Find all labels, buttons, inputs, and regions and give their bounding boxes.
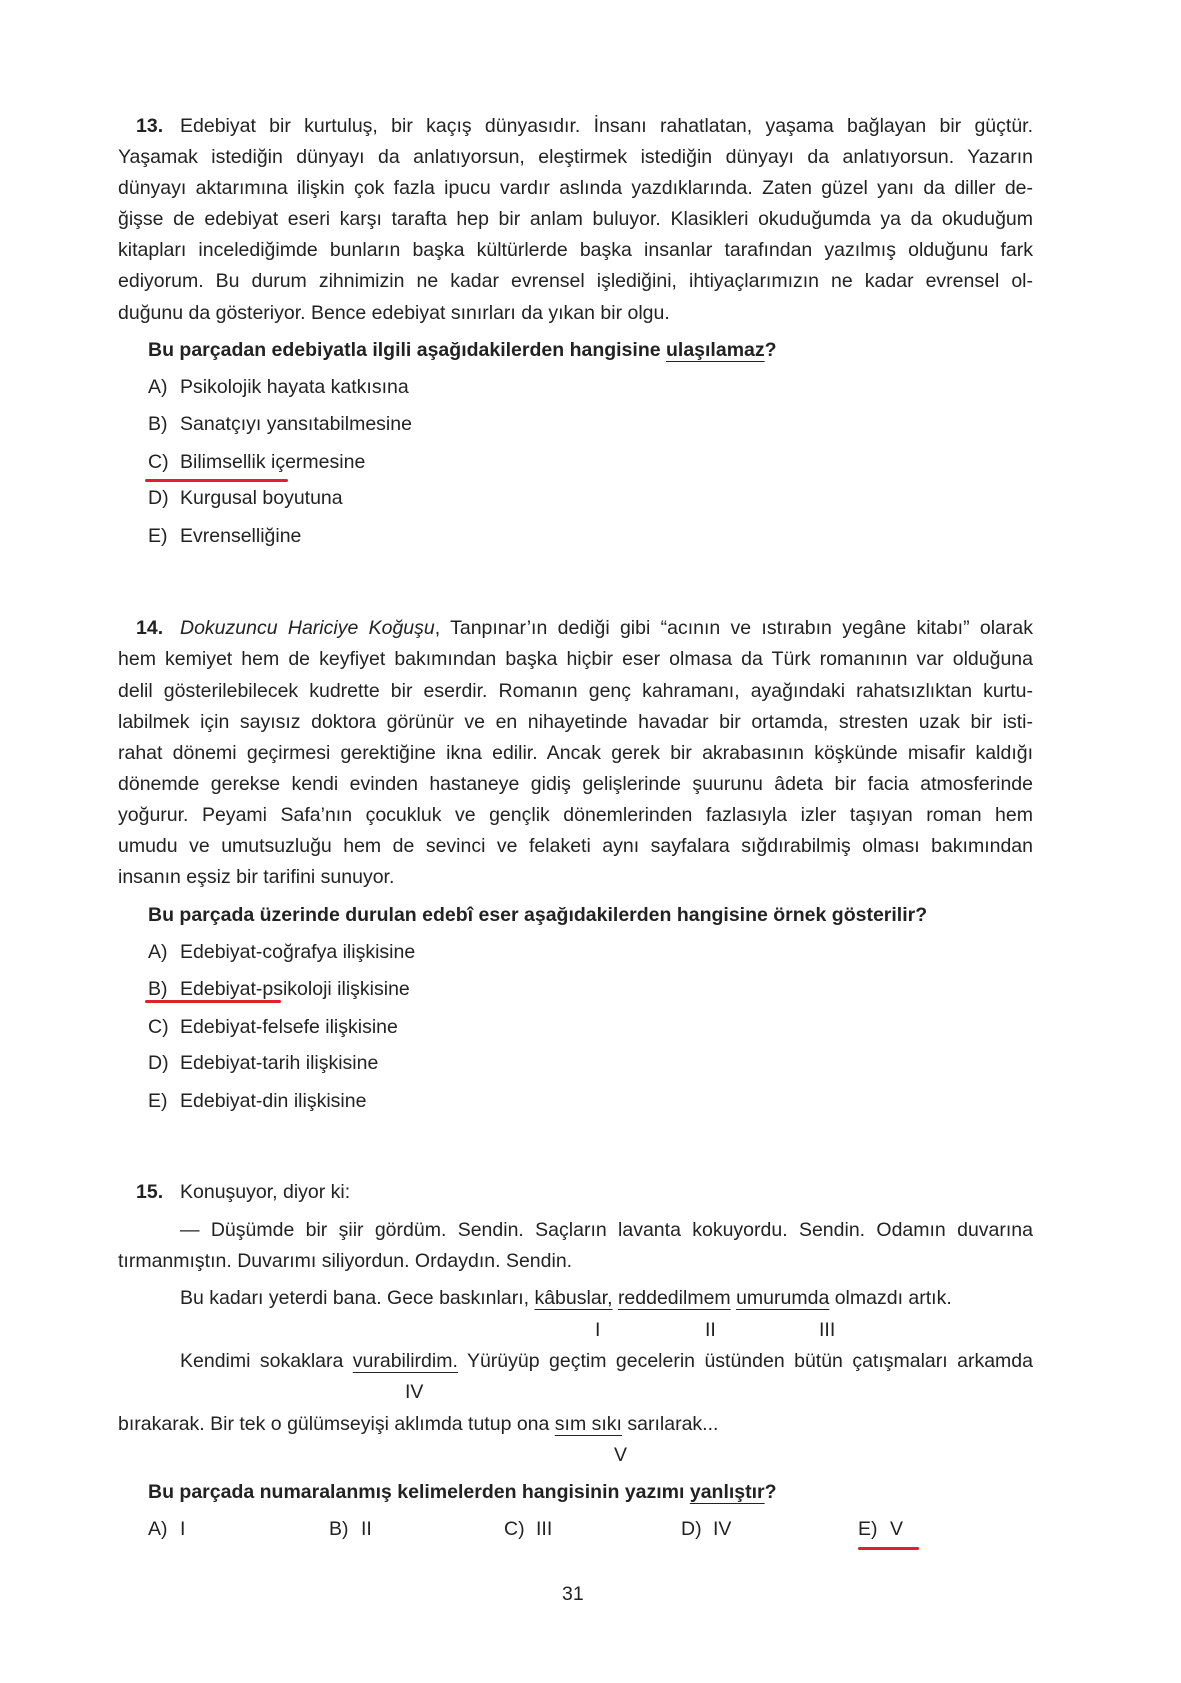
option-text: Edebiyat-psikoloji ilişkisine [180,978,410,1000]
passage-line [180,1286,952,1310]
question-number: 14. [136,617,164,639]
numbered-word-1: kâbuslar, [534,1287,613,1309]
option-letter: D) [148,1052,169,1074]
passage-line: duğunu da gösteriyor. Bence edebiyat sınırları da yıkan bir olgu. [118,302,670,324]
option-text: Bilimsellik içermesine [180,451,366,473]
passage-line: ediyorum. Bu durum zihnimizin ne kadar evrensel işlediğini, ihtiyaçlarımızın ne kadar evrensel ol- [118,270,1033,292]
option-letter: E) [858,1518,878,1540]
passage-line: delil gösterilebilecek kudrette bir eserdir. Romanın genç kahramanı, ayağındaki rahatsızlıktan kurtu- [118,680,1033,702]
numbered-word-3: umurumda [736,1287,830,1309]
option-text: Sanatçıyı yansıtabilmesine [180,413,412,435]
passage-line: dünyayı aktarımına ilişkin çok fazla ipucu vardır aslında yazdıklarında. Zaten güzel yanı da diller de- [118,177,1033,199]
stem-text: Bu parçada numaralanmış kelimelerden hangisinin yazımı [148,1481,690,1503]
passage-line: ğişse de edebiyat eseri karşı tarafta hep bir anlam buluyor. Klasikleri okuduğumda ya da okuduğum [118,208,1033,230]
answer-mark [145,1000,281,1003]
passage-line: labilmek için sayısız doktora görünür ve en nihayetinde havadar bir ortamda, stresten uzak bir isti- [118,711,1033,733]
option-letter: E) [148,525,168,547]
answer-option[interactable] [148,940,416,964]
numbered-word-4: vurabilirdim. [352,1350,458,1372]
answer-option[interactable] [148,375,409,399]
answer-option[interactable] [148,486,343,510]
answer-option[interactable] [681,1517,732,1541]
page-number: 31 [562,1583,584,1605]
passage-line: kitapları incelediğimde bunların başka kültürlerde başka insanlar tarafından yazılmış olduğunu fark [118,239,1033,261]
option-text: I [180,1518,186,1540]
option-text: II [361,1518,372,1540]
option-text: Edebiyat-tarih ilişkisine [180,1052,379,1074]
answer-option[interactable] [148,1517,186,1541]
passage-text: olmazdı artık. [829,1287,952,1309]
option-letter: B) [148,413,168,435]
passage-line: tırmanmıştın. Duvarımı siliyordun. Ordaydın. Sendin. [118,1250,573,1272]
stem-emphasis: ulaşılamaz [666,339,765,361]
question-stem: Bu parçada üzerinde durulan edebî eser aşağıdakilerden hangisine örnek gösterilir? [148,904,928,926]
passage-line: Edebiyat bir kurtuluş, bir kaçış dünyasıdır. İnsanı rahatlatan, yaşama bağlayan bir güçtür. [180,115,1033,137]
answer-option[interactable] [148,1051,379,1075]
option-letter: B) [148,978,168,1000]
numeral-3: III [819,1319,836,1341]
answer-option[interactable] [148,524,302,548]
option-letter: E) [148,1090,168,1112]
question-number: 15. [136,1181,164,1203]
option-letter: C) [148,451,169,473]
option-letter: C) [504,1518,525,1540]
passage-text: bırakarak. Bir tek o gülümseyişi aklımda tutup ona [118,1413,555,1435]
option-letter: A) [148,376,168,398]
answer-option[interactable] [148,1089,367,1113]
option-letter: A) [148,1518,168,1540]
passage-line: hem kemiyet hem de keyfiyet bakımından başka hiçbir eser olmasa da Türk romanının var olduğuna [118,648,1033,670]
stem-text: Bu parçadan edebiyatla ilgili aşağıdakilerden hangisine [148,339,666,361]
question-stem [148,338,777,362]
stem-end: ? [764,339,777,361]
stem-emphasis: yanlıştır [689,1481,765,1503]
answer-option[interactable] [148,1015,398,1039]
option-text: Edebiyat-coğrafya ilişkisine [180,941,416,963]
passage-line: insanın eşsiz bir tarifini sunuyor. [118,866,395,888]
option-text: Edebiyat-din ilişkisine [180,1090,367,1112]
answer-mark [145,479,288,482]
passage-line [180,616,1033,640]
option-letter: A) [148,941,168,963]
passage-line: yoğurur. Peyami Safa’nın çocukluk ve gençlik dönemlerinden fazlasıyla izler taşıyan roman hem [118,804,1033,826]
option-text: Kurgusal boyutuna [180,487,343,509]
option-letter: D) [148,487,169,509]
answer-option[interactable] [148,412,412,436]
passage-line: — Düşümde bir şiir gördüm. Sendin. Saçların lavanta kokuyordu. Sendin. Odamın duvarına [180,1219,1033,1241]
option-text: V [890,1518,904,1540]
numbered-word-2: reddedilmem [617,1287,731,1309]
answer-option[interactable] [148,450,366,474]
answer-option[interactable] [148,977,410,1001]
passage-line [118,1412,718,1436]
answer-mark [858,1547,919,1550]
passage-text: sarılarak... [621,1413,719,1435]
passage-line: umudu ve umutsuzluğu hem de sevinci ve felaketi aynı sayfalara sığdırabilmiş olması bakımından [118,835,1033,857]
numbered-word-5: sım sıkı [554,1413,622,1435]
passage-text: , Tanpınar’ın dediği gibi “acının ve ıstırabın yegâne kitabı” olarak [434,617,1033,639]
passage-text: Yürüyüp geçtim gecelerin üstünden bütün çatışmaları arkamda [457,1350,1033,1372]
option-text: Edebiyat-felsefe ilişkisine [180,1016,398,1038]
option-letter: C) [148,1016,169,1038]
answer-option[interactable] [858,1517,904,1541]
option-letter: D) [681,1518,702,1540]
option-text: Psikolojik hayata katkısına [180,376,409,398]
passage-line: rahat dönemi geçirmesi gerektiğine ikna edilir. Ancak gerek bir akrabasının köşkünde misafir kaldığı [118,742,1033,764]
answer-option[interactable] [504,1517,553,1541]
option-text: III [536,1518,553,1540]
numeral-1: I [595,1319,601,1341]
passage-line: Yaşamak istediğin dünyayı da anlatıyorsun, eleştirmek istediğin dünyayı da anlatıyorsun. Yazarın [118,146,1033,168]
book-title: Dokuzuncu Hariciye Koğuşu [180,617,435,639]
question-stem [148,1480,777,1504]
intro-text: Konuşuyor, diyor ki: [180,1181,351,1203]
question-number: 13. [136,115,164,137]
stem-end: ? [764,1481,777,1503]
option-letter: B) [329,1518,349,1540]
answer-option[interactable] [329,1517,372,1541]
passage-text: Bu kadarı yeterdi bana. Gece baskınları, [180,1287,535,1309]
numeral-5: V [614,1444,628,1466]
option-text: Evrenselliğine [180,525,302,547]
option-text: IV [713,1518,732,1540]
passage-line [180,1349,1033,1373]
passage-text: Kendimi sokaklara [180,1350,353,1372]
numeral-2: II [705,1319,716,1341]
passage-line: dönemde gerekse kendi evinden hastaneye gidiş gelişlerinde şuurunu âdeta bir facia atmosferinde [118,773,1033,795]
numeral-4: IV [405,1381,424,1403]
